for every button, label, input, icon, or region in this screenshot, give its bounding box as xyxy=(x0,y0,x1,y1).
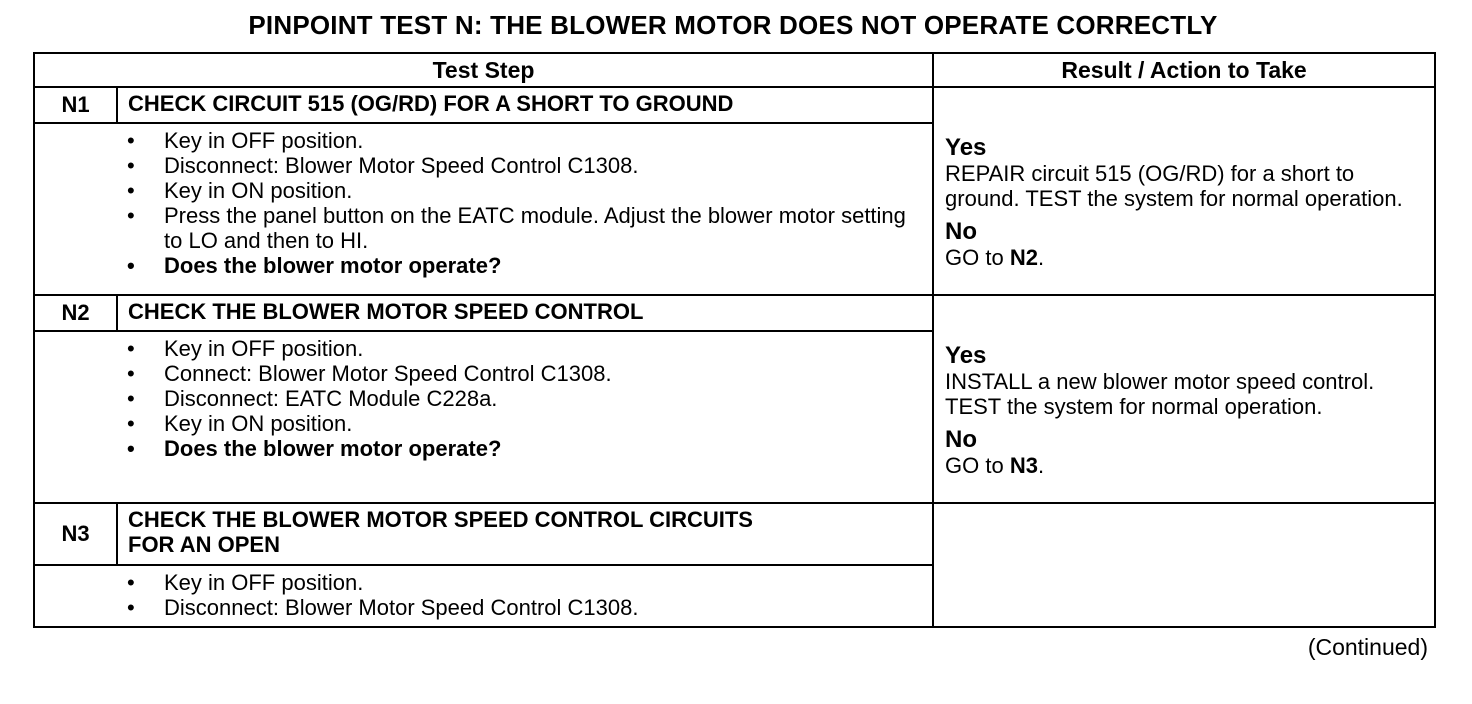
no-action: GO to N2. xyxy=(945,245,1045,270)
step-title: CHECK THE BLOWER MOTOR SPEED CONTROL xyxy=(117,295,933,331)
step-n2-instructions xyxy=(117,331,933,503)
list-item: • Disconnect: Blower Motor Speed Control C1308. xyxy=(127,153,922,178)
list-item: • Key in OFF position. xyxy=(127,128,922,153)
no-action: GO to N3. xyxy=(945,453,1045,478)
step-n1-instructions xyxy=(117,123,933,295)
step-id-spacer xyxy=(34,123,117,295)
step-n3-title-row xyxy=(34,503,1435,565)
step-n2-result xyxy=(933,295,1435,503)
list-item: • Key in OFF position. xyxy=(127,336,922,361)
no-label: No xyxy=(945,218,978,245)
list-item: • Press the panel button on the EATC module. Adjust the blower motor setting to LO and then to HI. xyxy=(127,203,922,253)
no-label: No xyxy=(945,426,978,453)
step-n3-instructions xyxy=(117,565,933,627)
list-item: • Key in ON position. xyxy=(127,178,922,203)
step-title xyxy=(117,503,933,565)
step-id: N1 xyxy=(34,87,117,123)
step-n1-title-row xyxy=(34,87,1435,123)
step-n2-title-row xyxy=(34,295,1435,331)
list-item: • Disconnect: Blower Motor Speed Control C1308. xyxy=(127,595,922,620)
list-item: • Key in ON position. xyxy=(127,411,922,436)
step-title: CHECK CIRCUIT 515 (OG/RD) FOR A SHORT TO GROUND xyxy=(117,87,933,123)
step-id: N2 xyxy=(34,295,117,331)
step-n1-result xyxy=(933,87,1435,295)
continued-note: (Continued) xyxy=(1307,634,1428,660)
step-id: N3 xyxy=(34,503,117,565)
column-header-test-step: Test Step xyxy=(34,53,933,87)
yes-label: Yes xyxy=(945,134,987,161)
step-question: • Does the blower motor operate? xyxy=(127,436,922,461)
step-question: • Does the blower motor operate? xyxy=(127,253,922,278)
goto-step-link: N2 xyxy=(1009,245,1038,270)
step-id-spacer xyxy=(34,565,117,627)
table-header-row xyxy=(34,53,1435,87)
step-title-line: FOR AN OPEN xyxy=(128,532,280,557)
column-header-result: Result / Action to Take xyxy=(933,53,1435,87)
page-title: PINPOINT TEST N: THE BLOWER MOTOR DOES NOT OPERATE CORRECTLY xyxy=(248,10,1218,40)
yes-label: Yes xyxy=(945,342,987,369)
step-title-line: CHECK THE BLOWER MOTOR SPEED CONTROL CIRCUITS xyxy=(128,507,753,532)
list-item: • Disconnect: EATC Module C228a. xyxy=(127,386,922,411)
pinpoint-test-table xyxy=(33,52,1436,628)
list-item: • Connect: Blower Motor Speed Control C1308. xyxy=(127,361,922,386)
step-n3-result xyxy=(933,503,1435,627)
list-item: • Key in OFF position. xyxy=(127,570,922,595)
yes-action: INSTALL a new blower motor speed control. TEST the system for normal operation. xyxy=(945,369,1375,419)
step-id-spacer xyxy=(34,331,117,503)
yes-action: REPAIR circuit 515 (OG/RD) for a short to ground. TEST the system for normal operation. xyxy=(945,161,1403,211)
goto-step-link: N3 xyxy=(1009,453,1038,478)
